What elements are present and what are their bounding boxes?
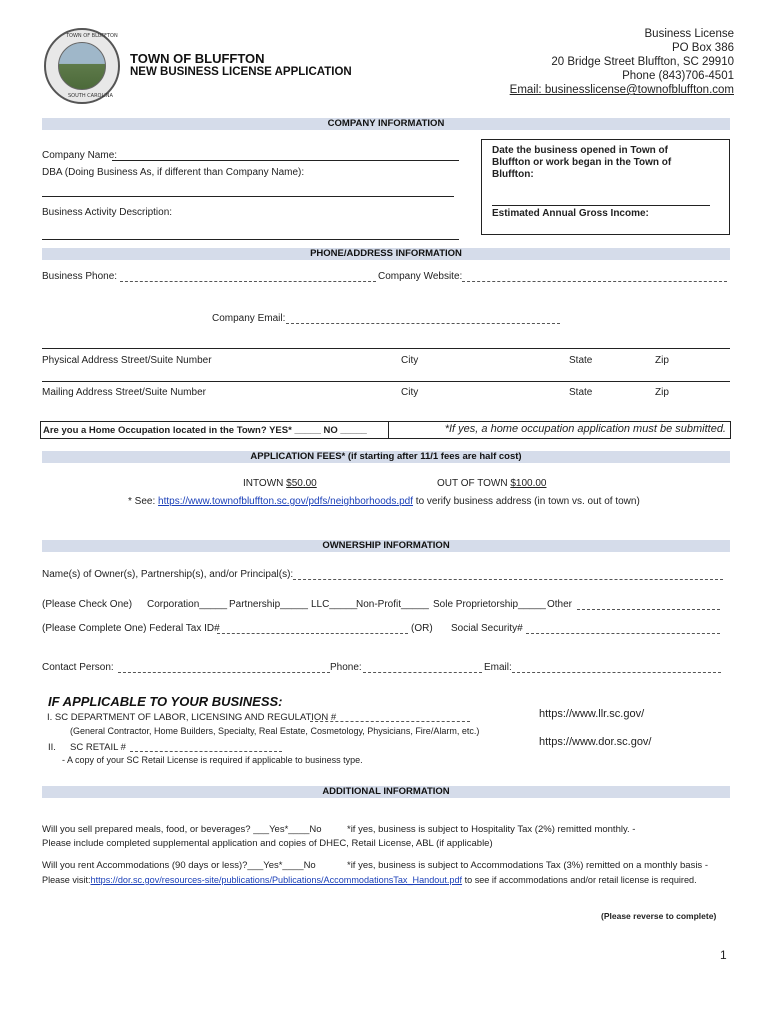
- llr-url[interactable]: https://www.llr.sc.gov/: [539, 708, 645, 720]
- business-activity-label: Business Activity Description:: [42, 207, 173, 218]
- llr-line[interactable]: [310, 721, 470, 722]
- home-occupation-note: *If yes, a home occupation application must be submitted.: [444, 423, 726, 435]
- type-other[interactable]: Other: [547, 599, 573, 610]
- contact-phone-line[interactable]: [363, 672, 482, 673]
- federal-tax-label: (Please Complete One) Federal Tax ID#: [42, 623, 220, 634]
- accommodations-handout-link[interactable]: https://dor.sc.gov/resources-site/publications/Publications/AccommodationsTax_Handout.pdf: [90, 875, 463, 885]
- contact-address: 20 Bridge Street Bluffton, SC 29910: [551, 56, 734, 68]
- contact-person-label: Contact Person:: [42, 662, 114, 673]
- business-activity-line[interactable]: [42, 239, 459, 240]
- company-name-line[interactable]: [112, 160, 459, 161]
- physical-city-label: City: [401, 355, 419, 366]
- contact-email-line[interactable]: [512, 672, 721, 673]
- business-phone-line[interactable]: [120, 281, 376, 282]
- contact-dept: Business License: [644, 28, 734, 40]
- retail-number: II.: [48, 742, 56, 753]
- intown-fee: [243, 478, 317, 489]
- date-opened-label: Date the business opened in Town of Bluffton or work began in the Town of Bluffton:: [492, 145, 672, 180]
- meals-note: *if yes, business is subject to Hospitality Tax (2%) remitted monthly. -: [347, 824, 636, 835]
- check-one-label: (Please Check One): [42, 599, 133, 610]
- home-occupation-question[interactable]: Are you a Home Occupation located in the Town? YES* _____ NO _____: [43, 425, 367, 436]
- meals-note-supplement: Please include completed supplemental application and copies of DHEC, Retail License, ABL (if applicable): [42, 838, 493, 849]
- other-line[interactable]: [577, 609, 720, 610]
- out-of-town-label: OUT OF TOWN: [437, 478, 511, 489]
- physical-state-label: State: [569, 355, 593, 366]
- out-of-town-amount: $100.00: [510, 478, 547, 489]
- section-company-information: COMPANY INFORMATION: [42, 118, 730, 130]
- contact-email-label: Email:: [484, 662, 512, 673]
- mailing-state-label: State: [569, 387, 593, 398]
- gross-income-label: Estimated Annual Gross Income:: [492, 208, 649, 219]
- accommodations-question[interactable]: Will you rent Accommodations (90 days or less)?___Yes*____No: [42, 860, 316, 871]
- retail-label: SC RETAIL #: [70, 742, 126, 753]
- contact-email-link[interactable]: Email: businesslicense@townofbluffton.com: [509, 84, 734, 96]
- town-seal: [44, 28, 120, 104]
- out-of-town-fee: [437, 478, 547, 489]
- llr-label: I. SC DEPARTMENT OF LABOR, LICENSING AND REGULATION #: [47, 712, 337, 723]
- visit-prefix: Please visit:: [42, 875, 91, 885]
- type-llc[interactable]: LLC_____: [311, 599, 358, 610]
- physical-zip-label: Zip: [655, 355, 669, 366]
- ssn-line[interactable]: [526, 633, 720, 634]
- company-website-label: Company Website:: [378, 271, 463, 282]
- dba-label: DBA (Doing Business As, if different than Company Name):: [42, 167, 305, 178]
- home-occupation-divider: [388, 421, 389, 439]
- reverse-note: (Please reverse to complete): [601, 911, 717, 921]
- company-website-line[interactable]: [462, 281, 727, 282]
- page-number: 1: [720, 948, 727, 962]
- type-non-profit[interactable]: Non-Profit_____: [356, 599, 429, 610]
- neighborhood-note: [128, 496, 640, 507]
- retail-line[interactable]: [130, 751, 282, 752]
- physical-address-line[interactable]: [42, 348, 730, 349]
- ssn-label: Social Security#: [451, 623, 523, 634]
- section-phone-address: PHONE/ADDRESS INFORMATION: [42, 248, 730, 260]
- section-application-fees: APPLICATION FEES* (if starting after 11/1 fees are half cost): [42, 451, 730, 463]
- company-email-line[interactable]: [286, 323, 560, 324]
- mailing-zip-label: Zip: [655, 387, 669, 398]
- physical-street-label: Physical Address Street/Suite Number: [42, 355, 212, 366]
- seal-text-top: TOWN OF BLUFFTON: [66, 33, 118, 39]
- visit-note: [42, 875, 697, 885]
- contact-po-box: PO Box 386: [671, 42, 734, 54]
- or-label: (OR): [411, 623, 433, 634]
- date-opened-box: [481, 139, 730, 235]
- owners-label: Name(s) of Owner(s), Partnership(s), and/or Principal(s):: [42, 569, 294, 580]
- owners-line[interactable]: [293, 579, 723, 580]
- intown-label: INTOWN: [243, 478, 287, 489]
- form-title: NEW BUSINESS LICENSE APPLICATION: [130, 66, 352, 78]
- llr-categories: (General Contractor, Home Builders, Specialty, Real Estate, Cosmetology, Physicians, Fire/Alarm, etc.): [70, 726, 480, 736]
- meals-question[interactable]: Will you sell prepared meals, food, or beverages? ___Yes*____No: [42, 824, 322, 835]
- home-occupation-box: [40, 421, 731, 439]
- company-email-label: Company Email:: [212, 313, 286, 324]
- contact-phone: Phone (843)706-4501: [622, 70, 734, 82]
- retail-note: - A copy of your SC Retail License is required if applicable to business type.: [62, 755, 363, 765]
- type-sole-proprietorship[interactable]: Sole Proprietorship_____: [433, 599, 546, 610]
- section-ownership: OWNERSHIP INFORMATION: [42, 540, 730, 552]
- intown-amount: $50.00: [286, 478, 317, 489]
- applicable-heading: IF APPLICABLE TO YOUR BUSINESS:: [48, 694, 283, 709]
- date-opened-line[interactable]: [492, 205, 710, 206]
- contact-phone-label: Phone:: [330, 662, 362, 673]
- dba-line[interactable]: [42, 196, 454, 197]
- accommodations-note: *if yes, business is subject to Accommodations Tax (3%) remitted on a monthly basis -: [347, 860, 708, 871]
- federal-tax-line[interactable]: [217, 633, 408, 634]
- type-corporation[interactable]: Corporation_____: [147, 599, 228, 610]
- business-phone-label: Business Phone:: [42, 271, 118, 282]
- mailing-city-label: City: [401, 387, 419, 398]
- seal-emblem: [58, 42, 106, 90]
- mailing-address-line[interactable]: [42, 381, 730, 382]
- see-suffix: to verify business address (in town vs. out of town): [413, 496, 640, 507]
- dor-url[interactable]: https://www.dor.sc.gov/: [539, 736, 652, 748]
- mailing-street-label: Mailing Address Street/Suite Number: [42, 387, 206, 398]
- neighborhoods-link[interactable]: https://www.townofbluffton.sc.gov/pdfs/neighborhoods.pdf: [158, 496, 414, 507]
- seal-text-bottom: SOUTH CAROLINA: [68, 93, 113, 99]
- see-prefix: * See:: [128, 496, 159, 507]
- visit-suffix: to see if accommodations and/or retail license is required.: [462, 875, 697, 885]
- section-additional-information: ADDITIONAL INFORMATION: [42, 786, 730, 798]
- town-name: TOWN OF BLUFFTON: [130, 51, 265, 66]
- type-partnership[interactable]: Partnership_____: [229, 599, 308, 610]
- company-name-label: Company Name:: [42, 150, 118, 161]
- contact-person-line[interactable]: [118, 672, 330, 673]
